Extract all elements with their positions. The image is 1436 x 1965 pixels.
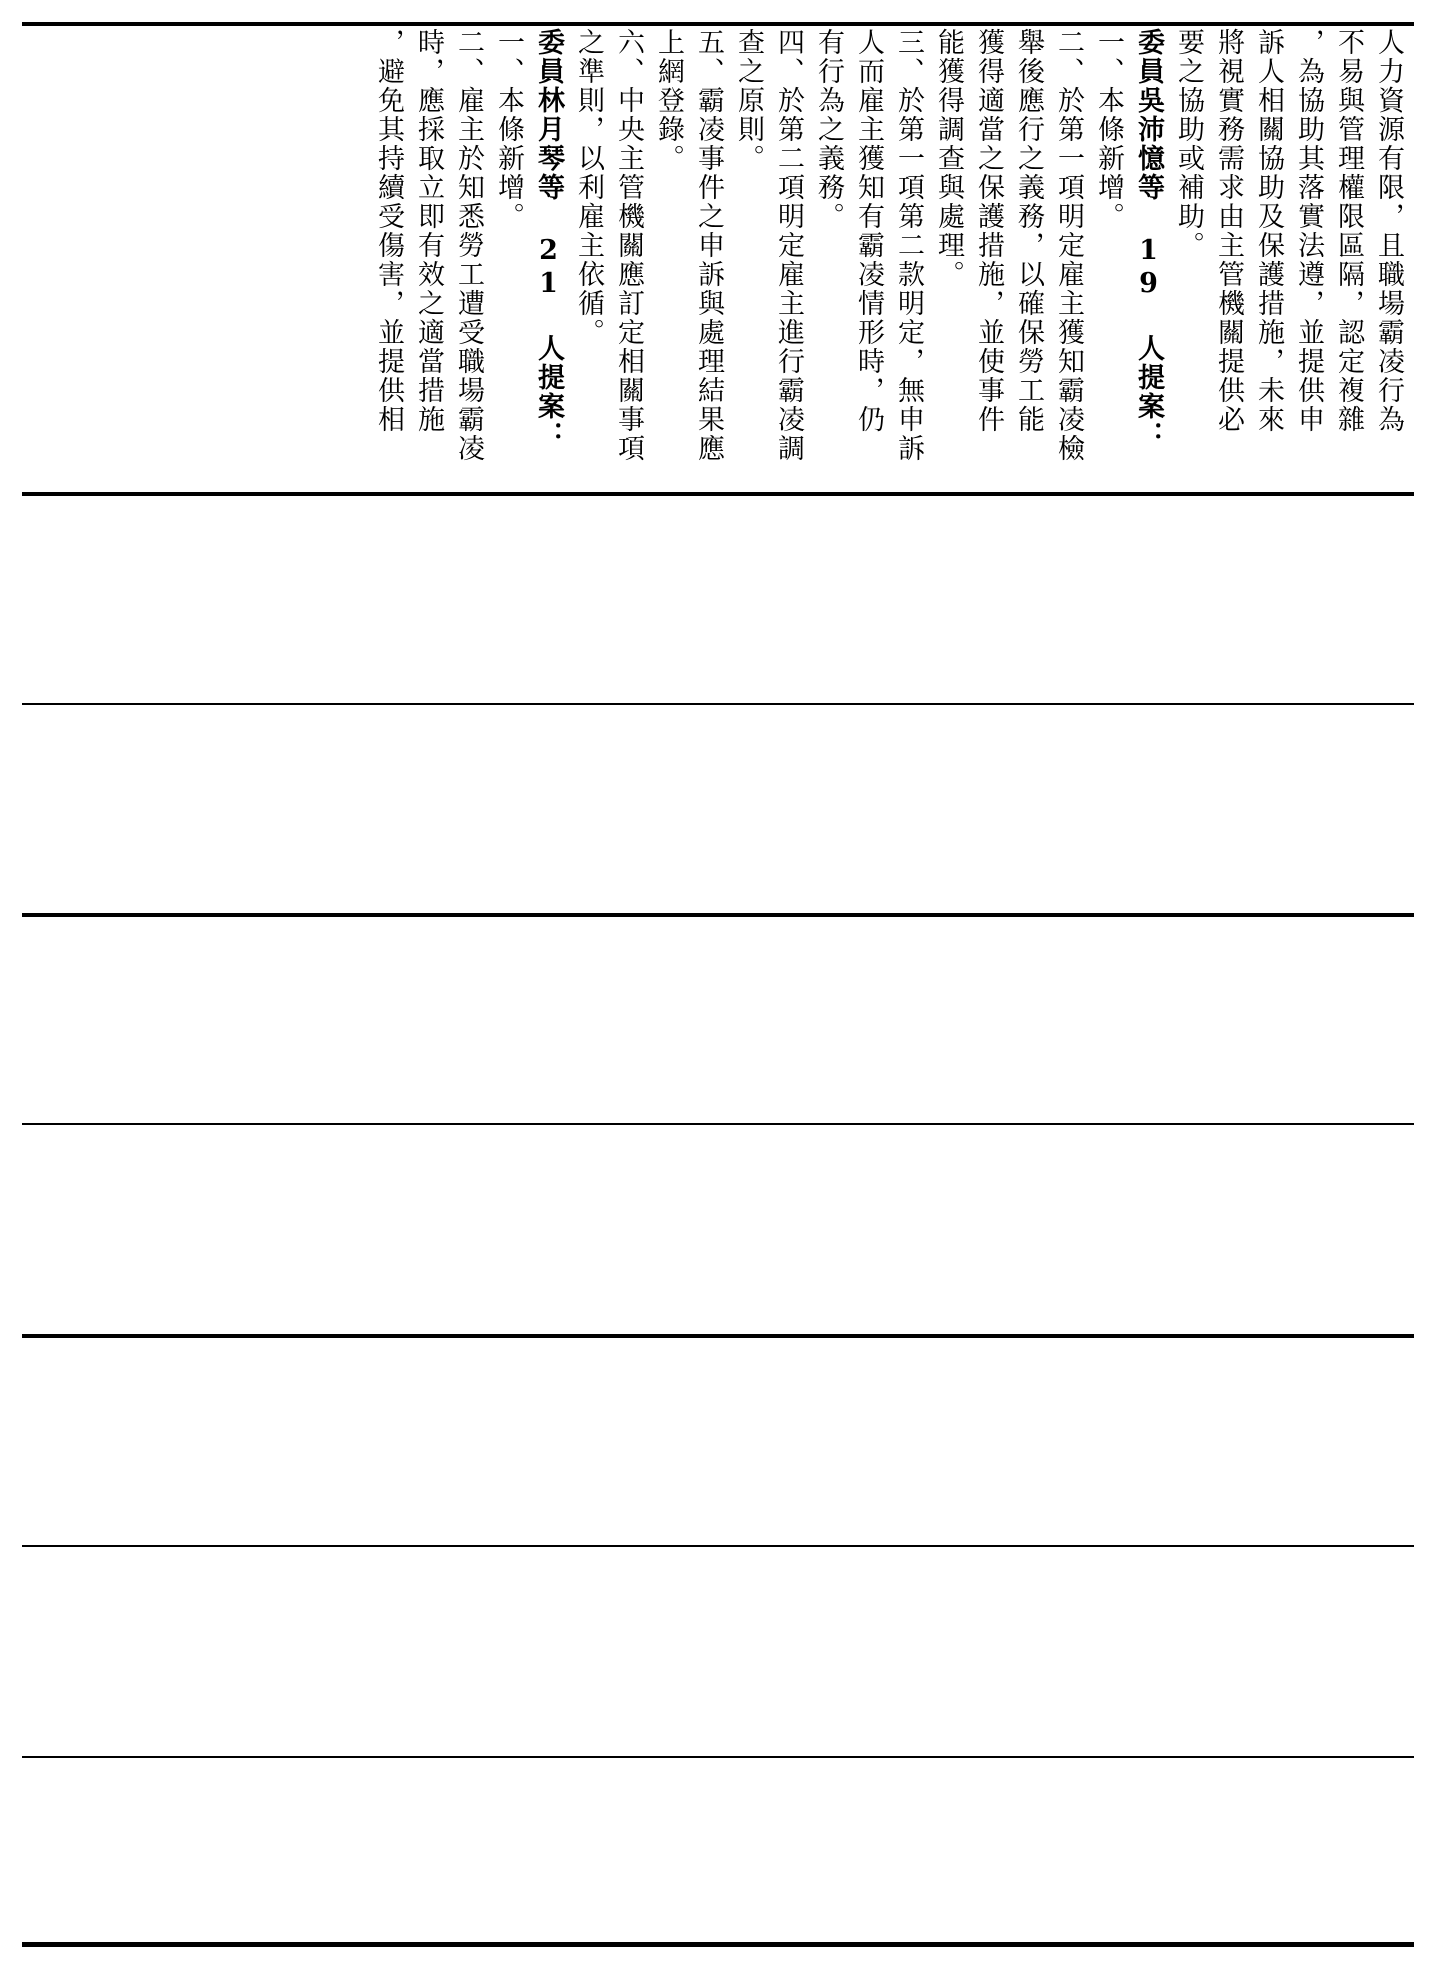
text-line: 一、本條新增。 (493, 28, 524, 231)
table-top-rule (22, 22, 1414, 26)
row-divider (22, 1123, 1414, 1125)
row-divider (22, 913, 1414, 917)
text-line: 時，應採取立即有效之適當措施 (413, 28, 444, 434)
text-line: 四、於第二項明定雇主進行霸凌調 (773, 28, 804, 463)
rotated-text-cell (28, 28, 1408, 490)
text-line: 二、於第一項明定雇主獲知霸凌檢 (1053, 28, 1084, 463)
text-line: 將視實務需求由主管機關提供必 (1213, 28, 1244, 434)
row-divider (22, 492, 1414, 496)
text-line: 三、於第一項第二款明定，無申訴 (893, 28, 924, 463)
text-line: 舉後應行之義務，以確保勞工能 (1013, 28, 1044, 434)
text-line: 查之原則。 (733, 28, 764, 173)
row-divider (22, 1545, 1414, 1547)
text-line: 能獲得調查與處理。 (933, 28, 964, 289)
text-line: 獲得適當之保護措施，並使事件 (973, 28, 1004, 434)
proposal-heading: 委員林月琴等 21 人提案： (533, 28, 564, 450)
text-line: 之準則，以利雇主依循。 (573, 28, 604, 347)
table-bottom-rule (22, 1942, 1414, 1947)
row-divider (22, 1334, 1414, 1338)
text-line: 二、雇主於知悉勞工遭受職場霸凌 (453, 28, 484, 463)
text-line: 人而雇主獲知有霸凌情形時，仍 (853, 28, 884, 434)
text-line: 五、霸凌事件之申訴與處理結果應 (693, 28, 724, 463)
text-line: 人力資源有限，且職場霸凌行為 (1373, 28, 1404, 434)
text-line: 上網登錄。 (653, 28, 684, 173)
proposal-heading: 委員吳沛憶等 19 人提案： (1133, 28, 1164, 450)
text-line: 不易與管理權限區隔，認定複雜 (1333, 28, 1364, 434)
text-line: 有行為之義務。 (813, 28, 844, 231)
text-line: ，避免其持續受傷害，並提供相 (373, 28, 404, 434)
text-line: ，為協助其落實法遵，並提供申 (1293, 28, 1324, 434)
text-line: 一、本條新增。 (1093, 28, 1124, 231)
text-line: 要之協助或補助。 (1173, 28, 1204, 260)
row-divider (22, 703, 1414, 705)
row-divider (22, 1756, 1414, 1758)
text-line: 訴人相關協助及保護措施，未來 (1253, 28, 1284, 434)
text-line: 六、中央主管機關應訂定相關事項 (613, 28, 644, 463)
